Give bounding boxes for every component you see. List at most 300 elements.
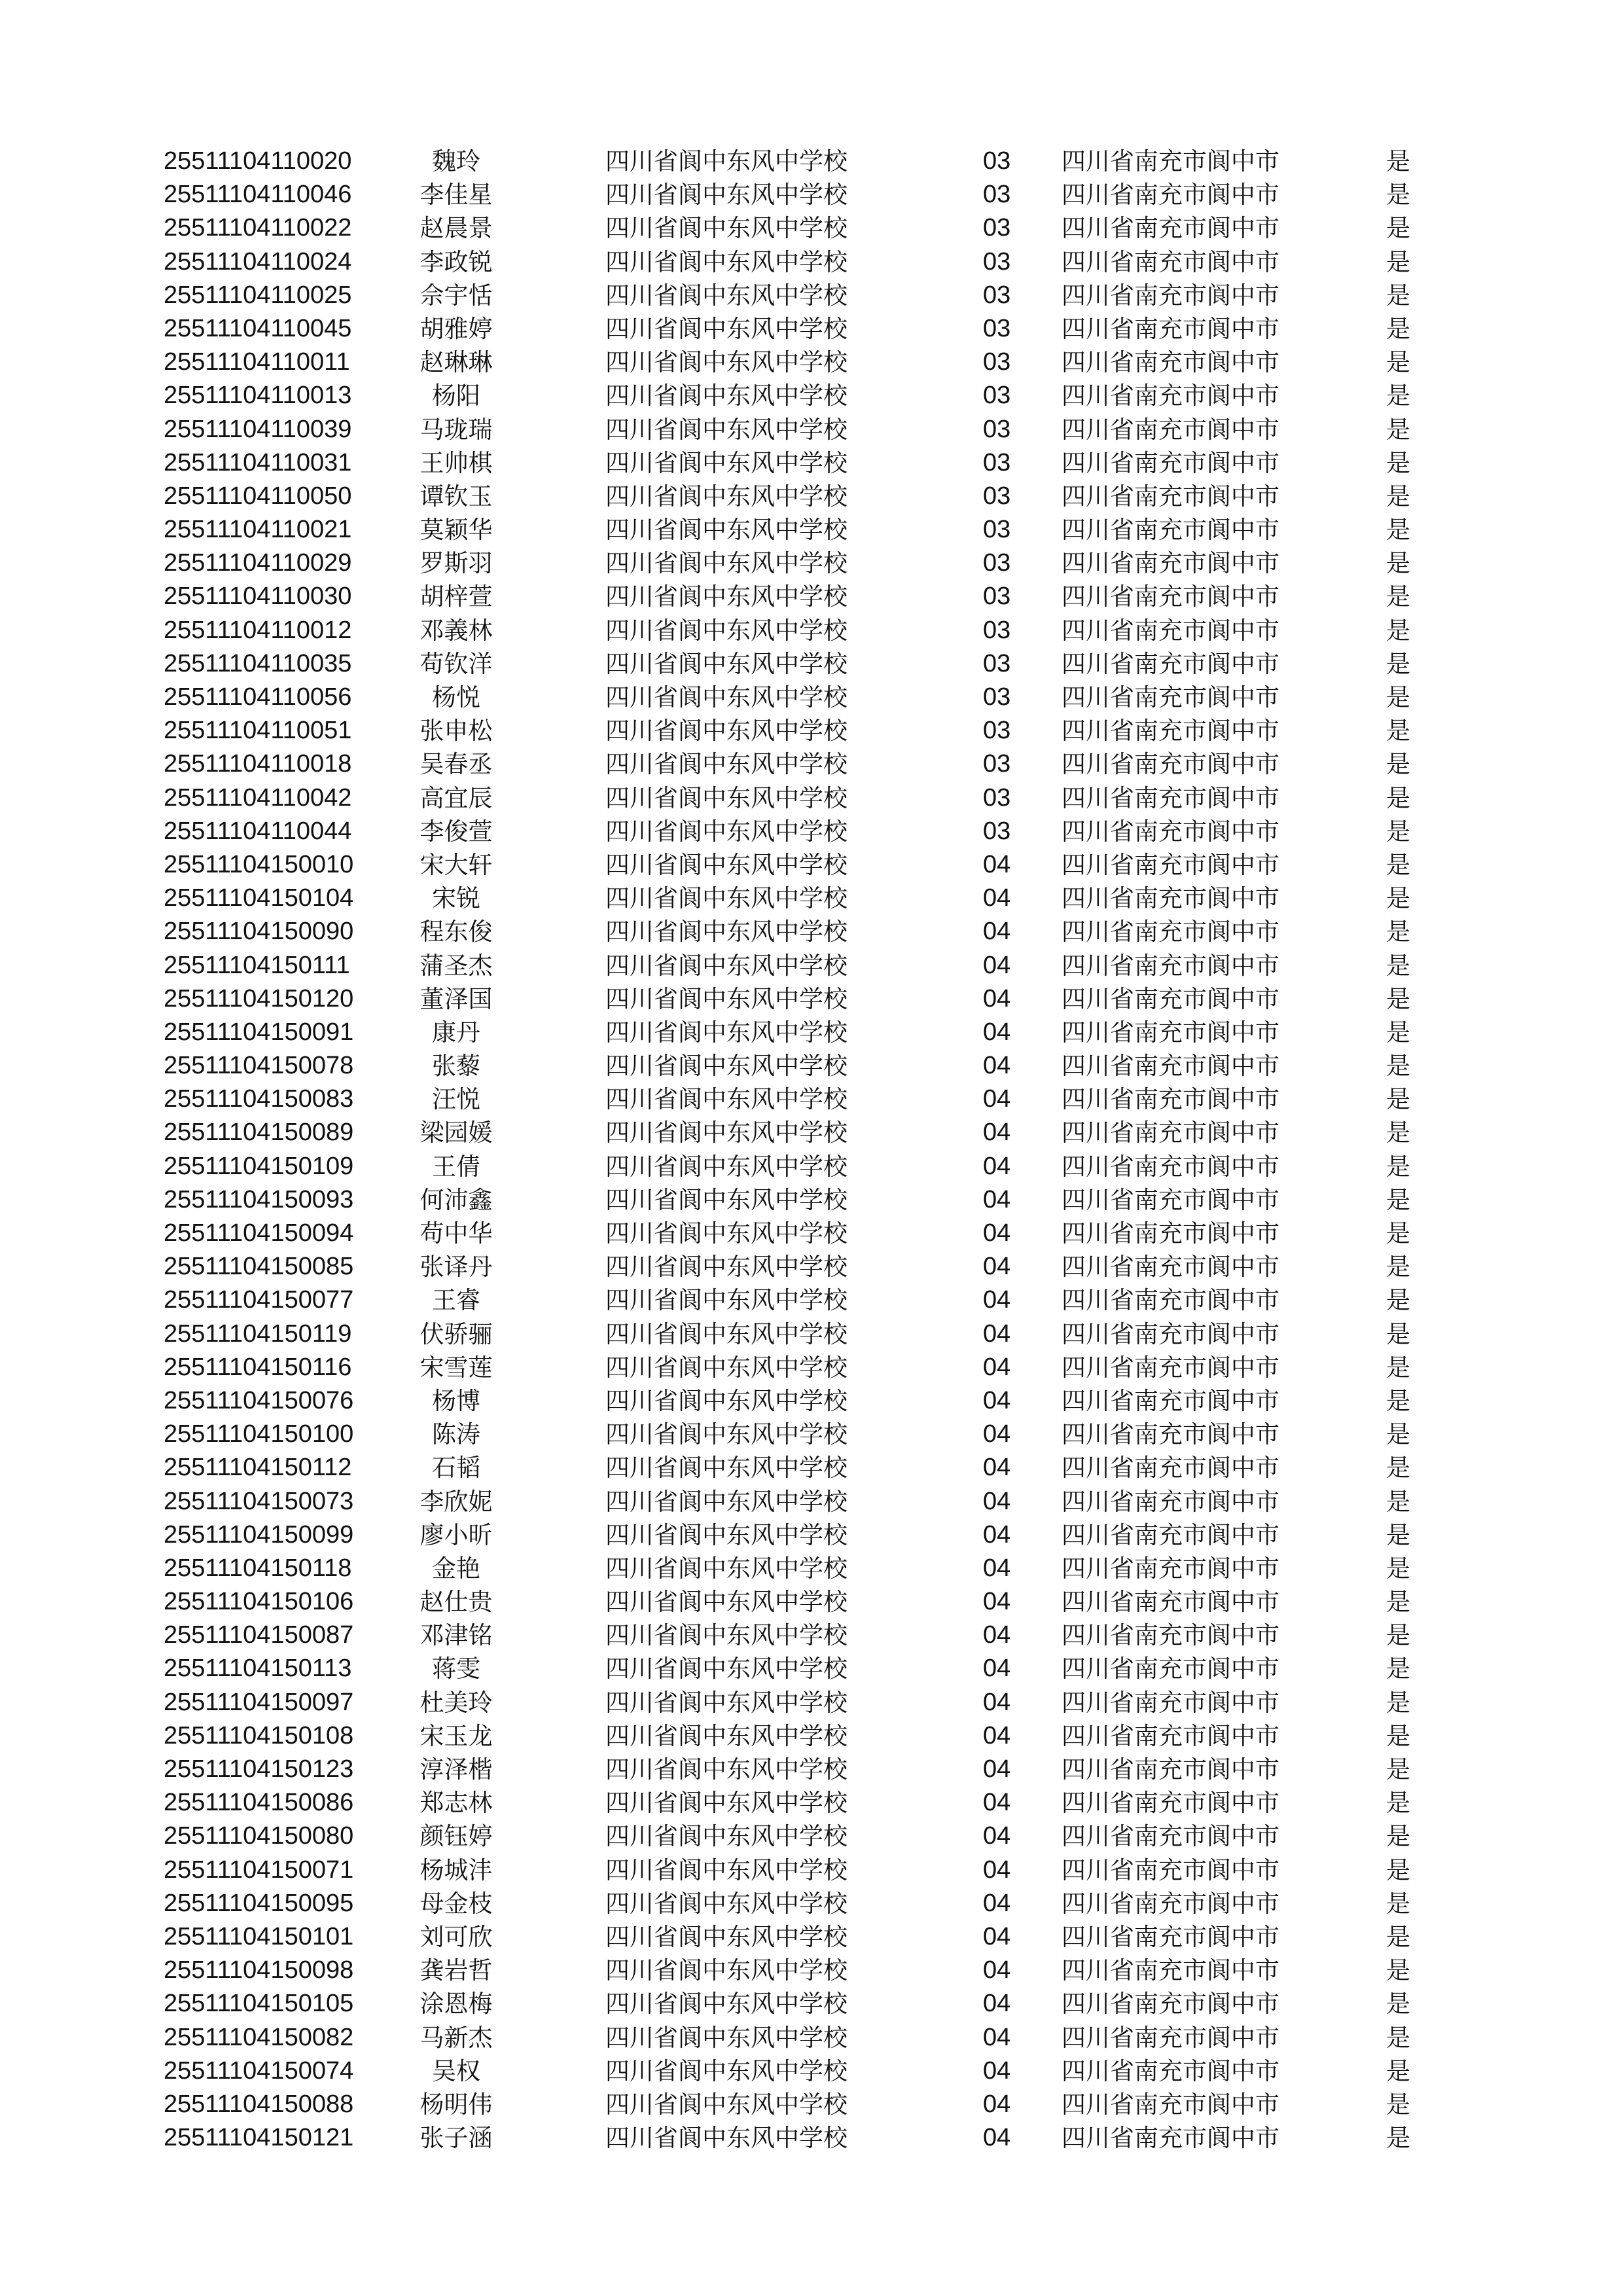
student-name-cell: 颜钰婷 <box>419 1822 493 1851</box>
student-name-cell: 王倩 <box>432 1152 480 1181</box>
student-id-cell: 25511104150087 <box>164 1621 354 1649</box>
status-flag-cell: 是 <box>1386 1420 1410 1449</box>
school-cell: 四川省阆中东风中学校 <box>605 884 847 913</box>
student-name-cell: 廖小昕 <box>419 1520 493 1549</box>
student-list-table <box>0 145 1623 2155</box>
region-cell: 四川省南充市阆中市 <box>1061 516 1279 545</box>
category-code-cell: 04 <box>983 1755 1011 1783</box>
student-id-cell: 25511104150074 <box>164 2056 354 2085</box>
status-flag-cell: 是 <box>1386 2056 1410 2085</box>
school-cell: 四川省阆中东风中学校 <box>605 1085 847 1114</box>
status-flag-cell: 是 <box>1386 1286 1410 1315</box>
student-id-cell: 25511104110030 <box>164 583 352 611</box>
region-cell: 四川省南充市阆中市 <box>1061 817 1279 846</box>
school-cell: 四川省阆中东风中学校 <box>605 951 847 980</box>
table-row <box>0 1150 1623 1183</box>
student-id-cell: 25511104110013 <box>164 382 352 410</box>
status-flag-cell: 是 <box>1386 1119 1410 1147</box>
student-name-cell: 宋大轩 <box>419 850 493 879</box>
region-cell: 四川省南充市阆中市 <box>1061 2124 1279 2153</box>
student-id-cell: 25511104150082 <box>164 2023 354 2051</box>
student-name-cell: 赵晨景 <box>419 214 493 243</box>
status-flag-cell: 是 <box>1386 2023 1410 2052</box>
region-cell: 四川省南充市阆中市 <box>1061 1286 1279 1315</box>
region-cell: 四川省南充市阆中市 <box>1061 1520 1279 1549</box>
region-cell: 四川省南充市阆中市 <box>1061 1822 1279 1851</box>
table-row <box>0 747 1623 781</box>
school-cell: 四川省阆中东风中学校 <box>605 314 847 343</box>
student-id-cell: 25511104110056 <box>164 683 352 711</box>
student-id-cell: 25511104150076 <box>164 1386 354 1414</box>
student-id-cell: 25511104150097 <box>164 1688 354 1716</box>
region-cell: 四川省南充市阆中市 <box>1061 583 1279 611</box>
status-flag-cell: 是 <box>1386 1990 1410 2018</box>
category-code-cell: 03 <box>983 415 1011 443</box>
table-row <box>0 1887 1623 1920</box>
status-flag-cell: 是 <box>1386 683 1410 711</box>
status-flag-cell: 是 <box>1386 1822 1410 1851</box>
table-row <box>0 1485 1623 1518</box>
category-code-cell: 04 <box>983 1219 1011 1247</box>
category-code-cell: 03 <box>983 348 1011 376</box>
student-name-cell: 李佳星 <box>419 181 493 209</box>
category-code-cell: 04 <box>983 984 1011 1013</box>
table-row <box>0 982 1623 1016</box>
student-name-cell: 张译丹 <box>419 1253 493 1282</box>
student-name-cell: 邓義林 <box>419 616 493 645</box>
table-row <box>0 279 1623 312</box>
student-name-cell: 金艳 <box>432 1554 480 1583</box>
school-cell: 四川省阆中东风中学校 <box>605 516 847 545</box>
category-code-cell: 04 <box>983 1520 1011 1549</box>
region-cell: 四川省南充市阆中市 <box>1061 850 1279 879</box>
region-cell: 四川省南充市阆中市 <box>1061 683 1279 711</box>
student-id-cell: 25511104150120 <box>164 984 354 1013</box>
table-row <box>0 1016 1623 1049</box>
school-cell: 四川省阆中东风中学校 <box>605 1119 847 1147</box>
region-cell: 四川省南充市阆中市 <box>1061 1052 1279 1081</box>
category-code-cell: 04 <box>983 1152 1011 1180</box>
student-name-cell: 伏骄骊 <box>419 1319 493 1348</box>
student-id-cell: 25511104150091 <box>164 1018 354 1046</box>
table-row <box>0 681 1623 714</box>
school-cell: 四川省阆中东风中学校 <box>605 482 847 511</box>
school-cell: 四川省阆中东风中学校 <box>605 1721 847 1750</box>
table-row <box>0 614 1623 647</box>
status-flag-cell: 是 <box>1386 1185 1410 1214</box>
student-name-cell: 马珑瑞 <box>419 415 493 444</box>
region-cell: 四川省南充市阆中市 <box>1061 348 1279 377</box>
table-row <box>0 1518 1623 1552</box>
student-id-cell: 25511104110039 <box>164 415 352 443</box>
category-code-cell: 03 <box>983 482 1011 510</box>
region-cell: 四川省南充市阆中市 <box>1061 1856 1279 1884</box>
category-code-cell: 04 <box>983 1889 1011 1917</box>
student-id-cell: 25511104150112 <box>164 1454 352 1482</box>
table-row <box>0 245 1623 279</box>
table-row <box>0 1552 1623 1585</box>
school-cell: 四川省阆中东风中学校 <box>605 448 847 477</box>
student-name-cell: 张子涵 <box>419 2124 493 2153</box>
school-cell: 四川省阆中东风中学校 <box>605 1018 847 1047</box>
category-code-cell: 03 <box>983 683 1011 711</box>
status-flag-cell: 是 <box>1386 314 1410 343</box>
table-row <box>0 580 1623 613</box>
status-flag-cell: 是 <box>1386 281 1410 310</box>
table-row <box>0 1820 1623 1853</box>
status-flag-cell: 是 <box>1386 1688 1410 1717</box>
category-code-cell: 03 <box>983 750 1011 778</box>
category-code-cell: 04 <box>983 1119 1011 1147</box>
school-cell: 四川省阆中东风中学校 <box>605 1052 847 1081</box>
student-id-cell: 25511104110024 <box>164 247 352 276</box>
student-id-cell: 25511104150071 <box>164 1856 354 1884</box>
student-id-cell: 25511104150116 <box>164 1353 352 1381</box>
category-code-cell: 04 <box>983 2124 1011 2152</box>
status-flag-cell: 是 <box>1386 1554 1410 1583</box>
region-cell: 四川省南充市阆中市 <box>1061 649 1279 678</box>
student-id-cell: 25511104110012 <box>164 616 352 644</box>
school-cell: 四川省阆中东风中学校 <box>605 1286 847 1315</box>
student-id-cell: 25511104110044 <box>164 817 352 845</box>
school-cell: 四川省阆中东风中学校 <box>605 214 847 243</box>
school-cell: 四川省阆中东风中学校 <box>605 1219 847 1247</box>
table-row <box>0 211 1623 245</box>
school-cell: 四川省阆中东风中学校 <box>605 415 847 444</box>
school-cell: 四川省阆中东风中学校 <box>605 1655 847 1683</box>
status-flag-cell: 是 <box>1386 1487 1410 1516</box>
table-row <box>0 1183 1623 1217</box>
table-row <box>0 1954 1623 1987</box>
student-name-cell: 魏玲 <box>432 147 480 175</box>
student-id-cell: 25511104150118 <box>164 1554 352 1582</box>
school-cell: 四川省阆中东风中学校 <box>605 348 847 377</box>
student-id-cell: 25511104150094 <box>164 1219 354 1247</box>
category-code-cell: 03 <box>983 817 1011 845</box>
school-cell: 四川省阆中东风中学校 <box>605 783 847 812</box>
student-name-cell: 杨明伟 <box>419 2090 493 2119</box>
student-id-cell: 25511104150123 <box>164 1755 354 1783</box>
status-flag-cell: 是 <box>1386 717 1410 745</box>
status-flag-cell: 是 <box>1386 2090 1410 2119</box>
school-cell: 四川省阆中东风中学校 <box>605 382 847 410</box>
table-row <box>0 1217 1623 1250</box>
student-id-cell: 25511104150104 <box>164 884 354 912</box>
student-name-cell: 赵琳琳 <box>419 348 493 377</box>
student-id-cell: 25511104150101 <box>164 1922 354 1950</box>
region-cell: 四川省南充市阆中市 <box>1061 415 1279 444</box>
student-name-cell: 吴权 <box>432 2056 480 2085</box>
category-code-cell: 03 <box>983 448 1011 476</box>
status-flag-cell: 是 <box>1386 382 1410 410</box>
region-cell: 四川省南充市阆中市 <box>1061 1085 1279 1114</box>
region-cell: 四川省南充市阆中市 <box>1061 1353 1279 1382</box>
student-name-cell: 石韬 <box>432 1454 480 1482</box>
student-name-cell: 董泽国 <box>419 984 493 1013</box>
region-cell: 四川省南充市阆中市 <box>1061 783 1279 812</box>
table-row <box>0 1987 1623 2020</box>
region-cell: 四川省南充市阆中市 <box>1061 750 1279 779</box>
status-flag-cell: 是 <box>1386 1018 1410 1047</box>
status-flag-cell: 是 <box>1386 549 1410 578</box>
school-cell: 四川省阆中东风中学校 <box>605 1185 847 1214</box>
table-row <box>0 513 1623 547</box>
region-cell: 四川省南充市阆中市 <box>1061 1386 1279 1415</box>
region-cell: 四川省南充市阆中市 <box>1061 717 1279 745</box>
student-id-cell: 25511104150086 <box>164 1789 354 1817</box>
category-code-cell: 03 <box>983 181 1011 209</box>
status-flag-cell: 是 <box>1386 1856 1410 1884</box>
school-cell: 四川省阆中东风中学校 <box>605 549 847 578</box>
table-row <box>0 2088 1623 2121</box>
region-cell: 四川省南充市阆中市 <box>1061 1420 1279 1449</box>
category-code-cell: 04 <box>983 1856 1011 1884</box>
category-code-cell: 03 <box>983 717 1011 745</box>
student-name-cell: 宋玉龙 <box>419 1721 493 1750</box>
student-name-cell: 宋雪莲 <box>419 1353 493 1382</box>
region-cell: 四川省南充市阆中市 <box>1061 1454 1279 1482</box>
category-code-cell: 03 <box>983 616 1011 644</box>
status-flag-cell: 是 <box>1386 1588 1410 1617</box>
region-cell: 四川省南充市阆中市 <box>1061 482 1279 511</box>
student-name-cell: 蒋雯 <box>432 1655 480 1683</box>
table-row <box>0 446 1623 480</box>
region-cell: 四川省南充市阆中市 <box>1061 1219 1279 1247</box>
table-row <box>0 915 1623 948</box>
school-cell: 四川省阆中东风中学校 <box>605 750 847 779</box>
student-name-cell: 杨悦 <box>432 683 480 711</box>
region-cell: 四川省南充市阆中市 <box>1061 1018 1279 1047</box>
student-id-cell: 25511104150111 <box>164 951 350 979</box>
category-code-cell: 03 <box>983 382 1011 410</box>
status-flag-cell: 是 <box>1386 984 1410 1013</box>
region-cell: 四川省南充市阆中市 <box>1061 918 1279 946</box>
status-flag-cell: 是 <box>1386 1253 1410 1282</box>
student-id-cell: 25511104110029 <box>164 549 352 577</box>
status-flag-cell: 是 <box>1386 1520 1410 1549</box>
status-flag-cell: 是 <box>1386 850 1410 879</box>
table-row <box>0 1619 1623 1652</box>
region-cell: 四川省南充市阆中市 <box>1061 1688 1279 1717</box>
student-name-cell: 梁园媛 <box>419 1119 493 1147</box>
category-code-cell: 04 <box>983 1286 1011 1314</box>
student-name-cell: 程东俊 <box>419 918 493 946</box>
category-code-cell: 03 <box>983 247 1011 276</box>
student-id-cell: 25511104150093 <box>164 1185 354 1213</box>
school-cell: 四川省阆中东风中学校 <box>605 1319 847 1348</box>
student-name-cell: 杨城沣 <box>419 1856 493 1884</box>
school-cell: 四川省阆中东风中学校 <box>605 1253 847 1282</box>
category-code-cell: 03 <box>983 314 1011 342</box>
region-cell: 四川省南充市阆中市 <box>1061 2023 1279 2052</box>
category-code-cell: 04 <box>983 1353 1011 1381</box>
table-row <box>0 2121 1623 2155</box>
school-cell: 四川省阆中东风中学校 <box>605 717 847 745</box>
status-flag-cell: 是 <box>1386 348 1410 377</box>
status-flag-cell: 是 <box>1386 616 1410 645</box>
category-code-cell: 03 <box>983 583 1011 611</box>
category-code-cell: 03 <box>983 214 1011 242</box>
table-row <box>0 1283 1623 1317</box>
school-cell: 四川省阆中东风中学校 <box>605 1353 847 1382</box>
status-flag-cell: 是 <box>1386 247 1410 276</box>
school-cell: 四川省阆中东风中学校 <box>605 817 847 846</box>
table-row <box>0 145 1623 178</box>
school-cell: 四川省阆中东风中学校 <box>605 1688 847 1717</box>
table-row <box>0 1920 1623 1954</box>
table-row <box>0 882 1623 915</box>
status-flag-cell: 是 <box>1386 1721 1410 1750</box>
table-row <box>0 815 1623 848</box>
region-cell: 四川省南充市阆中市 <box>1061 1922 1279 1951</box>
status-flag-cell: 是 <box>1386 1621 1410 1650</box>
status-flag-cell: 是 <box>1386 649 1410 678</box>
status-flag-cell: 是 <box>1386 750 1410 779</box>
student-id-cell: 25511104150106 <box>164 1588 354 1616</box>
table-row <box>0 1753 1623 1786</box>
region-cell: 四川省南充市阆中市 <box>1061 884 1279 913</box>
status-flag-cell: 是 <box>1386 181 1410 209</box>
student-name-cell: 涂恩梅 <box>419 1990 493 2018</box>
table-row <box>0 1083 1623 1116</box>
table-row <box>0 547 1623 580</box>
status-flag-cell: 是 <box>1386 1956 1410 1985</box>
region-cell: 四川省南充市阆中市 <box>1061 2056 1279 2085</box>
student-name-cell: 杨博 <box>432 1386 480 1415</box>
school-cell: 四川省阆中东风中学校 <box>605 683 847 711</box>
student-id-cell: 25511104150085 <box>164 1253 354 1281</box>
student-name-cell: 苟钦洋 <box>419 649 493 678</box>
status-flag-cell: 是 <box>1386 147 1410 175</box>
table-row <box>0 2054 1623 2088</box>
student-id-cell: 25511104110018 <box>164 750 352 778</box>
status-flag-cell: 是 <box>1386 1789 1410 1818</box>
region-cell: 四川省南充市阆中市 <box>1061 147 1279 175</box>
student-id-cell: 25511104110045 <box>164 314 352 342</box>
student-name-cell: 罗斯羽 <box>419 549 493 578</box>
category-code-cell: 04 <box>983 1052 1011 1080</box>
school-cell: 四川省阆中东风中学校 <box>605 1822 847 1851</box>
region-cell: 四川省南充市阆中市 <box>1061 1956 1279 1985</box>
school-cell: 四川省阆中东风中学校 <box>605 247 847 276</box>
school-cell: 四川省阆中东风中学校 <box>605 1454 847 1482</box>
school-cell: 四川省阆中东风中学校 <box>605 616 847 645</box>
student-id-cell: 25511104110035 <box>164 649 352 677</box>
category-code-cell: 03 <box>983 549 1011 577</box>
table-row <box>0 1585 1623 1619</box>
table-row <box>0 1686 1623 1719</box>
student-name-cell: 淳泽楷 <box>419 1755 493 1784</box>
school-cell: 四川省阆中东风中学校 <box>605 1755 847 1784</box>
student-name-cell: 杜美玲 <box>419 1688 493 1717</box>
category-code-cell: 04 <box>983 1621 1011 1649</box>
region-cell: 四川省南充市阆中市 <box>1061 448 1279 477</box>
table-row <box>0 1250 1623 1283</box>
category-code-cell: 04 <box>983 1990 1011 2018</box>
student-id-cell: 25511104150109 <box>164 1152 354 1180</box>
table-row <box>0 1049 1623 1083</box>
student-name-cell: 谭钦玉 <box>419 482 493 511</box>
status-flag-cell: 是 <box>1386 884 1410 913</box>
student-id-cell: 25511104150108 <box>164 1721 354 1749</box>
table-row <box>0 1652 1623 1685</box>
category-code-cell: 04 <box>983 850 1011 878</box>
school-cell: 四川省阆中东风中学校 <box>605 1956 847 1985</box>
category-code-cell: 04 <box>983 1956 1011 1984</box>
student-id-cell: 25511104150100 <box>164 1420 354 1448</box>
region-cell: 四川省南充市阆中市 <box>1061 1990 1279 2018</box>
table-row <box>0 1719 1623 1753</box>
school-cell: 四川省阆中东风中学校 <box>605 1621 847 1650</box>
table-row <box>0 714 1623 747</box>
region-cell: 四川省南充市阆中市 <box>1061 1655 1279 1683</box>
student-id-cell: 25511104150113 <box>164 1655 352 1683</box>
category-code-cell: 04 <box>983 884 1011 912</box>
school-cell: 四川省阆中东风中学校 <box>605 1889 847 1918</box>
student-name-cell: 高宜辰 <box>419 783 493 812</box>
status-flag-cell: 是 <box>1386 482 1410 511</box>
status-flag-cell: 是 <box>1386 1353 1410 1382</box>
category-code-cell: 04 <box>983 1655 1011 1683</box>
student-id-cell: 25511104110050 <box>164 482 352 510</box>
status-flag-cell: 是 <box>1386 1219 1410 1247</box>
student-id-cell: 25511104150095 <box>164 1889 354 1917</box>
status-flag-cell: 是 <box>1386 1454 1410 1482</box>
student-id-cell: 25511104110011 <box>164 348 350 376</box>
school-cell: 四川省阆中东风中学校 <box>605 2056 847 2085</box>
region-cell: 四川省南充市阆中市 <box>1061 1253 1279 1282</box>
table-row <box>0 848 1623 882</box>
table-row <box>0 1786 1623 1820</box>
student-name-cell: 佘宇恬 <box>419 281 493 310</box>
student-name-cell: 蒲圣杰 <box>419 951 493 980</box>
student-name-cell: 杨阳 <box>432 382 480 410</box>
status-flag-cell: 是 <box>1386 1922 1410 1951</box>
status-flag-cell: 是 <box>1386 2124 1410 2153</box>
status-flag-cell: 是 <box>1386 951 1410 980</box>
school-cell: 四川省阆中东风中学校 <box>605 984 847 1013</box>
student-name-cell: 刘可欣 <box>419 1922 493 1951</box>
region-cell: 四川省南充市阆中市 <box>1061 1588 1279 1617</box>
student-name-cell: 苟中华 <box>419 1219 493 1247</box>
status-flag-cell: 是 <box>1386 1755 1410 1784</box>
student-id-cell: 25511104150090 <box>164 918 354 946</box>
school-cell: 四川省阆中东风中学校 <box>605 1487 847 1516</box>
student-id-cell: 25511104110031 <box>164 448 352 476</box>
student-name-cell: 陈涛 <box>432 1420 480 1449</box>
student-name-cell: 莫颖华 <box>419 516 493 545</box>
category-code-cell: 03 <box>983 516 1011 544</box>
category-code-cell: 04 <box>983 1822 1011 1850</box>
region-cell: 四川省南充市阆中市 <box>1061 984 1279 1013</box>
category-code-cell: 04 <box>983 1554 1011 1582</box>
student-id-cell: 25511104110022 <box>164 214 352 242</box>
school-cell: 四川省阆中东风中学校 <box>605 583 847 611</box>
category-code-cell: 04 <box>983 2056 1011 2085</box>
school-cell: 四川省阆中东风中学校 <box>605 1789 847 1818</box>
school-cell: 四川省阆中东风中学校 <box>605 2023 847 2052</box>
region-cell: 四川省南充市阆中市 <box>1061 549 1279 578</box>
student-name-cell: 胡梓萱 <box>419 583 493 611</box>
region-cell: 四川省南充市阆中市 <box>1061 1889 1279 1918</box>
student-id-cell: 25511104150099 <box>164 1520 354 1549</box>
table-row <box>0 1318 1623 1351</box>
category-code-cell: 04 <box>983 1253 1011 1281</box>
student-name-cell: 龚岩哲 <box>419 1956 493 1985</box>
status-flag-cell: 是 <box>1386 214 1410 243</box>
table-row <box>0 1451 1623 1484</box>
student-id-cell: 25511104150078 <box>164 1052 354 1080</box>
